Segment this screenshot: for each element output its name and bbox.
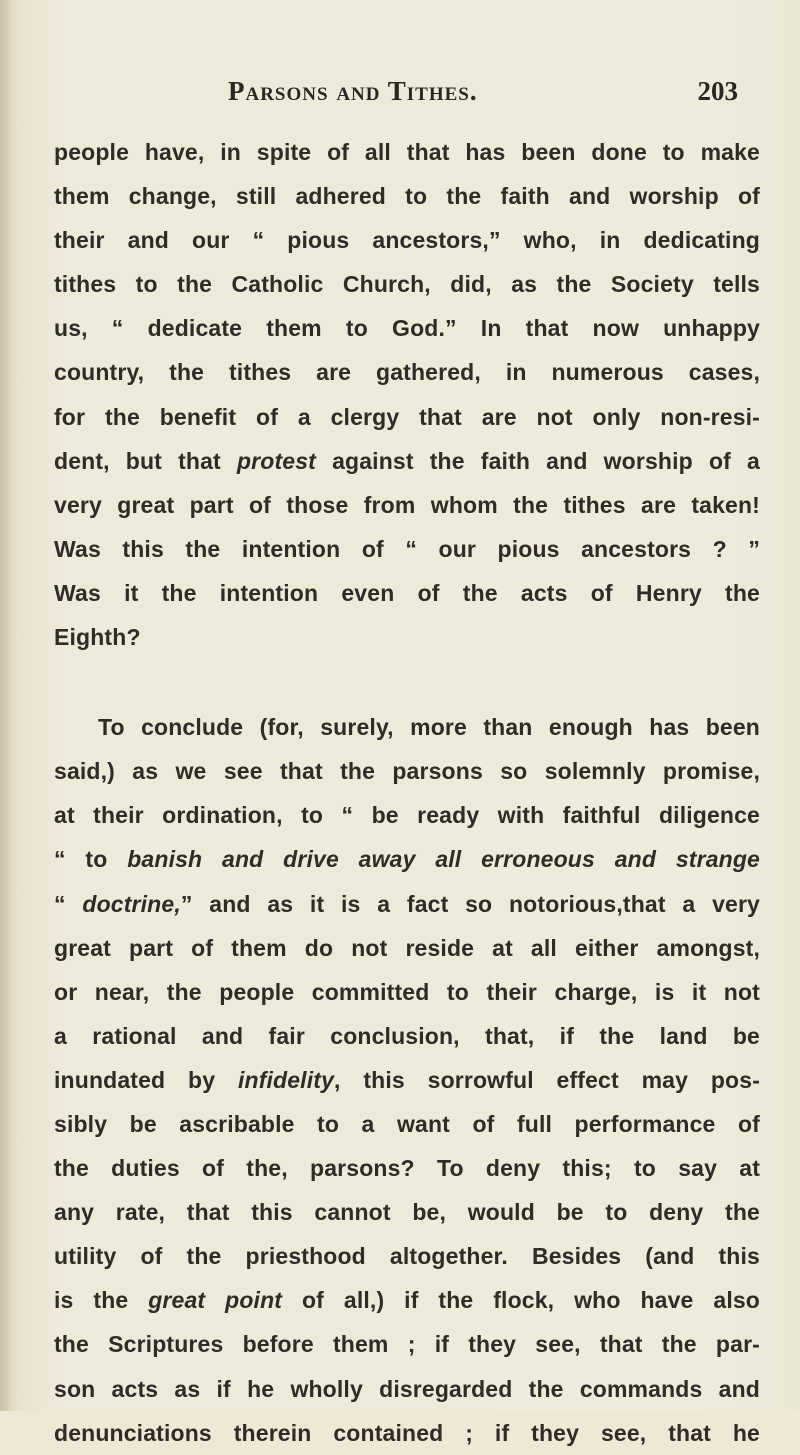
text-run: , this sorrowful effect may pos- [334, 1066, 761, 1093]
text-run: inundated by [54, 1066, 238, 1093]
text-line [54, 837, 760, 881]
text-line [54, 705, 760, 749]
text-run: people have, in spite of all that has been done to make [54, 139, 760, 165]
text-run: utility of the priesthood altogether. Besides (and this [54, 1243, 760, 1270]
text-line [54, 1322, 760, 1366]
running-title: Parsons and Tithes. [228, 76, 478, 106]
paragraph-2 [54, 705, 760, 1455]
text-line [54, 1411, 760, 1455]
text-run: any rate, that this cannot be, would be to deny the [54, 1199, 760, 1226]
text-line [54, 749, 760, 793]
text-run: Eighth? [54, 624, 141, 651]
text-line [54, 1102, 760, 1146]
text-line [54, 395, 760, 439]
text-run: Was this the intention of “ our pious ancestors ? ” [54, 535, 760, 562]
text-run: at their ordination, to “ be ready with faithful diligence [54, 802, 760, 829]
italic-text: infidelity [237, 1066, 335, 1093]
body-text [54, 130, 760, 1455]
text-line [54, 439, 760, 483]
text-run: great part of them do not reside at all either amongst, [54, 934, 760, 961]
text-line [54, 571, 760, 615]
text-run: their and our “ pious ancestors,” who, in dedicating [54, 227, 760, 254]
text-run: son acts as if he wholly disregarded the commands and [54, 1375, 760, 1402]
text-run: the Scriptures before them ; if they see, that the par- [54, 1331, 760, 1358]
text-line [54, 262, 760, 306]
text-run: very great part of those from whom the tithes are taken! [54, 491, 760, 518]
text-line [54, 527, 760, 571]
text-run: a rational and fair conclusion, that, if the land be [54, 1022, 760, 1049]
italic-text: protest [236, 447, 316, 474]
italic-text: banish and drive away all erroneous and strange [127, 846, 760, 873]
text-run: denunciations therein contained ; if they see, that he [54, 1419, 760, 1446]
text-run: against the faith and worship of a [315, 447, 760, 474]
text-run: the duties of the, parsons? To deny this; to say at [54, 1155, 760, 1182]
text-line [54, 926, 760, 970]
text-line [54, 130, 760, 174]
italic-text: doctrine, [82, 890, 181, 917]
italic-text: great point [148, 1287, 283, 1314]
text-run: To conclude (for, surely, more than enough has been [98, 714, 760, 741]
text-line [54, 1058, 760, 1102]
text-line [54, 350, 760, 394]
paragraph-gap [54, 659, 760, 705]
text-run: for the benefit of a clergy that are not only non-resi- [54, 403, 760, 430]
text-run: tithes to the Catholic Church, did, as the Society tells [54, 271, 760, 298]
text-line [54, 306, 760, 350]
paragraph-1 [54, 130, 760, 659]
text-line [54, 970, 760, 1014]
text-run: “ [54, 890, 83, 917]
text-run: sibly be ascribable to a want of full performance of [54, 1110, 760, 1137]
text-run: Was it the intention even of the acts of Henry the [54, 579, 760, 606]
page-gutter-shadow [0, 0, 12, 1411]
text-line [54, 615, 760, 659]
text-line [54, 483, 760, 527]
page-number: 203 [697, 76, 738, 106]
text-line [54, 1190, 760, 1234]
text-run: of all,) if the flock, who have also [282, 1287, 760, 1314]
text-line [54, 174, 760, 218]
text-run: dent, but that [54, 447, 237, 474]
text-run: us, “ dedicate them to God.” In that now unhappy [54, 315, 760, 342]
text-line [54, 1278, 760, 1322]
text-run: said,) as we see that the parsons so solemnly promise, [54, 758, 760, 785]
text-line [54, 1146, 760, 1190]
text-line [54, 218, 760, 262]
text-run: is the [54, 1287, 149, 1314]
text-run: ” and as it is a fact so notorious,that a very [180, 890, 760, 917]
text-run: them change, still adhered to the faith and worship of [54, 183, 760, 210]
text-run: country, the tithes are gathered, in numerous cases, [54, 359, 760, 386]
text-run: or near, the people committed to their charge, is it not [54, 978, 760, 1005]
text-line [54, 793, 760, 837]
text-run: “ to [54, 846, 128, 873]
text-line [54, 1234, 760, 1278]
running-head [228, 76, 738, 116]
text-line [54, 882, 760, 926]
text-line [54, 1014, 760, 1058]
text-line [54, 1367, 760, 1411]
